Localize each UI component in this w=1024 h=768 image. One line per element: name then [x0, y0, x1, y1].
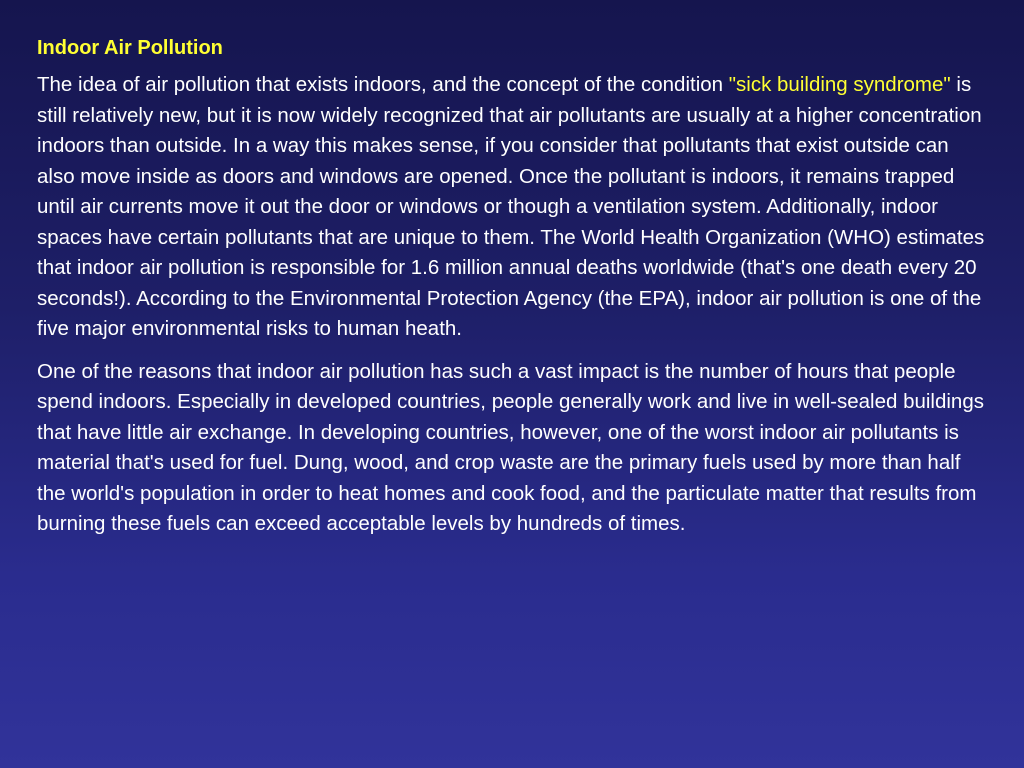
slide-content — [37, 33, 987, 552]
paragraph-1-intro: The idea of air pollution that exists indoors, and the concept of the condition — [37, 73, 729, 96]
paragraph-2: One of the reasons that indoor air pollution has such a vast impact is the number of hours that people spend indoors. Especially in developed countries, people generally work and live in well-sealed buildings that have little air exchange. In developing countries, however, one of the worst indoor air pollutants is material that's used for fuel. Dung, wood, and crop waste are the primary fuels used by more than half the world's population in order to heat homes and cook food, and the particulate matter that results from burning these fuels can exceed acceptable levels by hundreds of times. — [37, 359, 984, 535]
paragraph-1-rest: is still relatively new, but it is now widely recognized that air pollutants are usually at a higher concentration indoors than outside. In a way this makes sense, if you consider that pollutants that exist outside can also move inside as doors and windows are opened. Once the pollutant is indoors, it remains trapped until air currents move it out the door or windows or though a ventilation system. Additionally, indoor spaces have certain pollutants that are unique to them. The World Health Organization (WHO) estimates that indoor air pollution is responsible for 1.6 million annual deaths worldwide (that's one death every 20 seconds!). According to the Environmental Protection Agency (the EPA), indoor air pollution is one of the five major environmental risks to human heath. — [37, 73, 985, 340]
highlighted-term: "sick building syndrome" — [728, 73, 951, 96]
paragraph-1 — [37, 70, 987, 345]
slide-heading: Indoor Air Pollution — [37, 37, 223, 59]
